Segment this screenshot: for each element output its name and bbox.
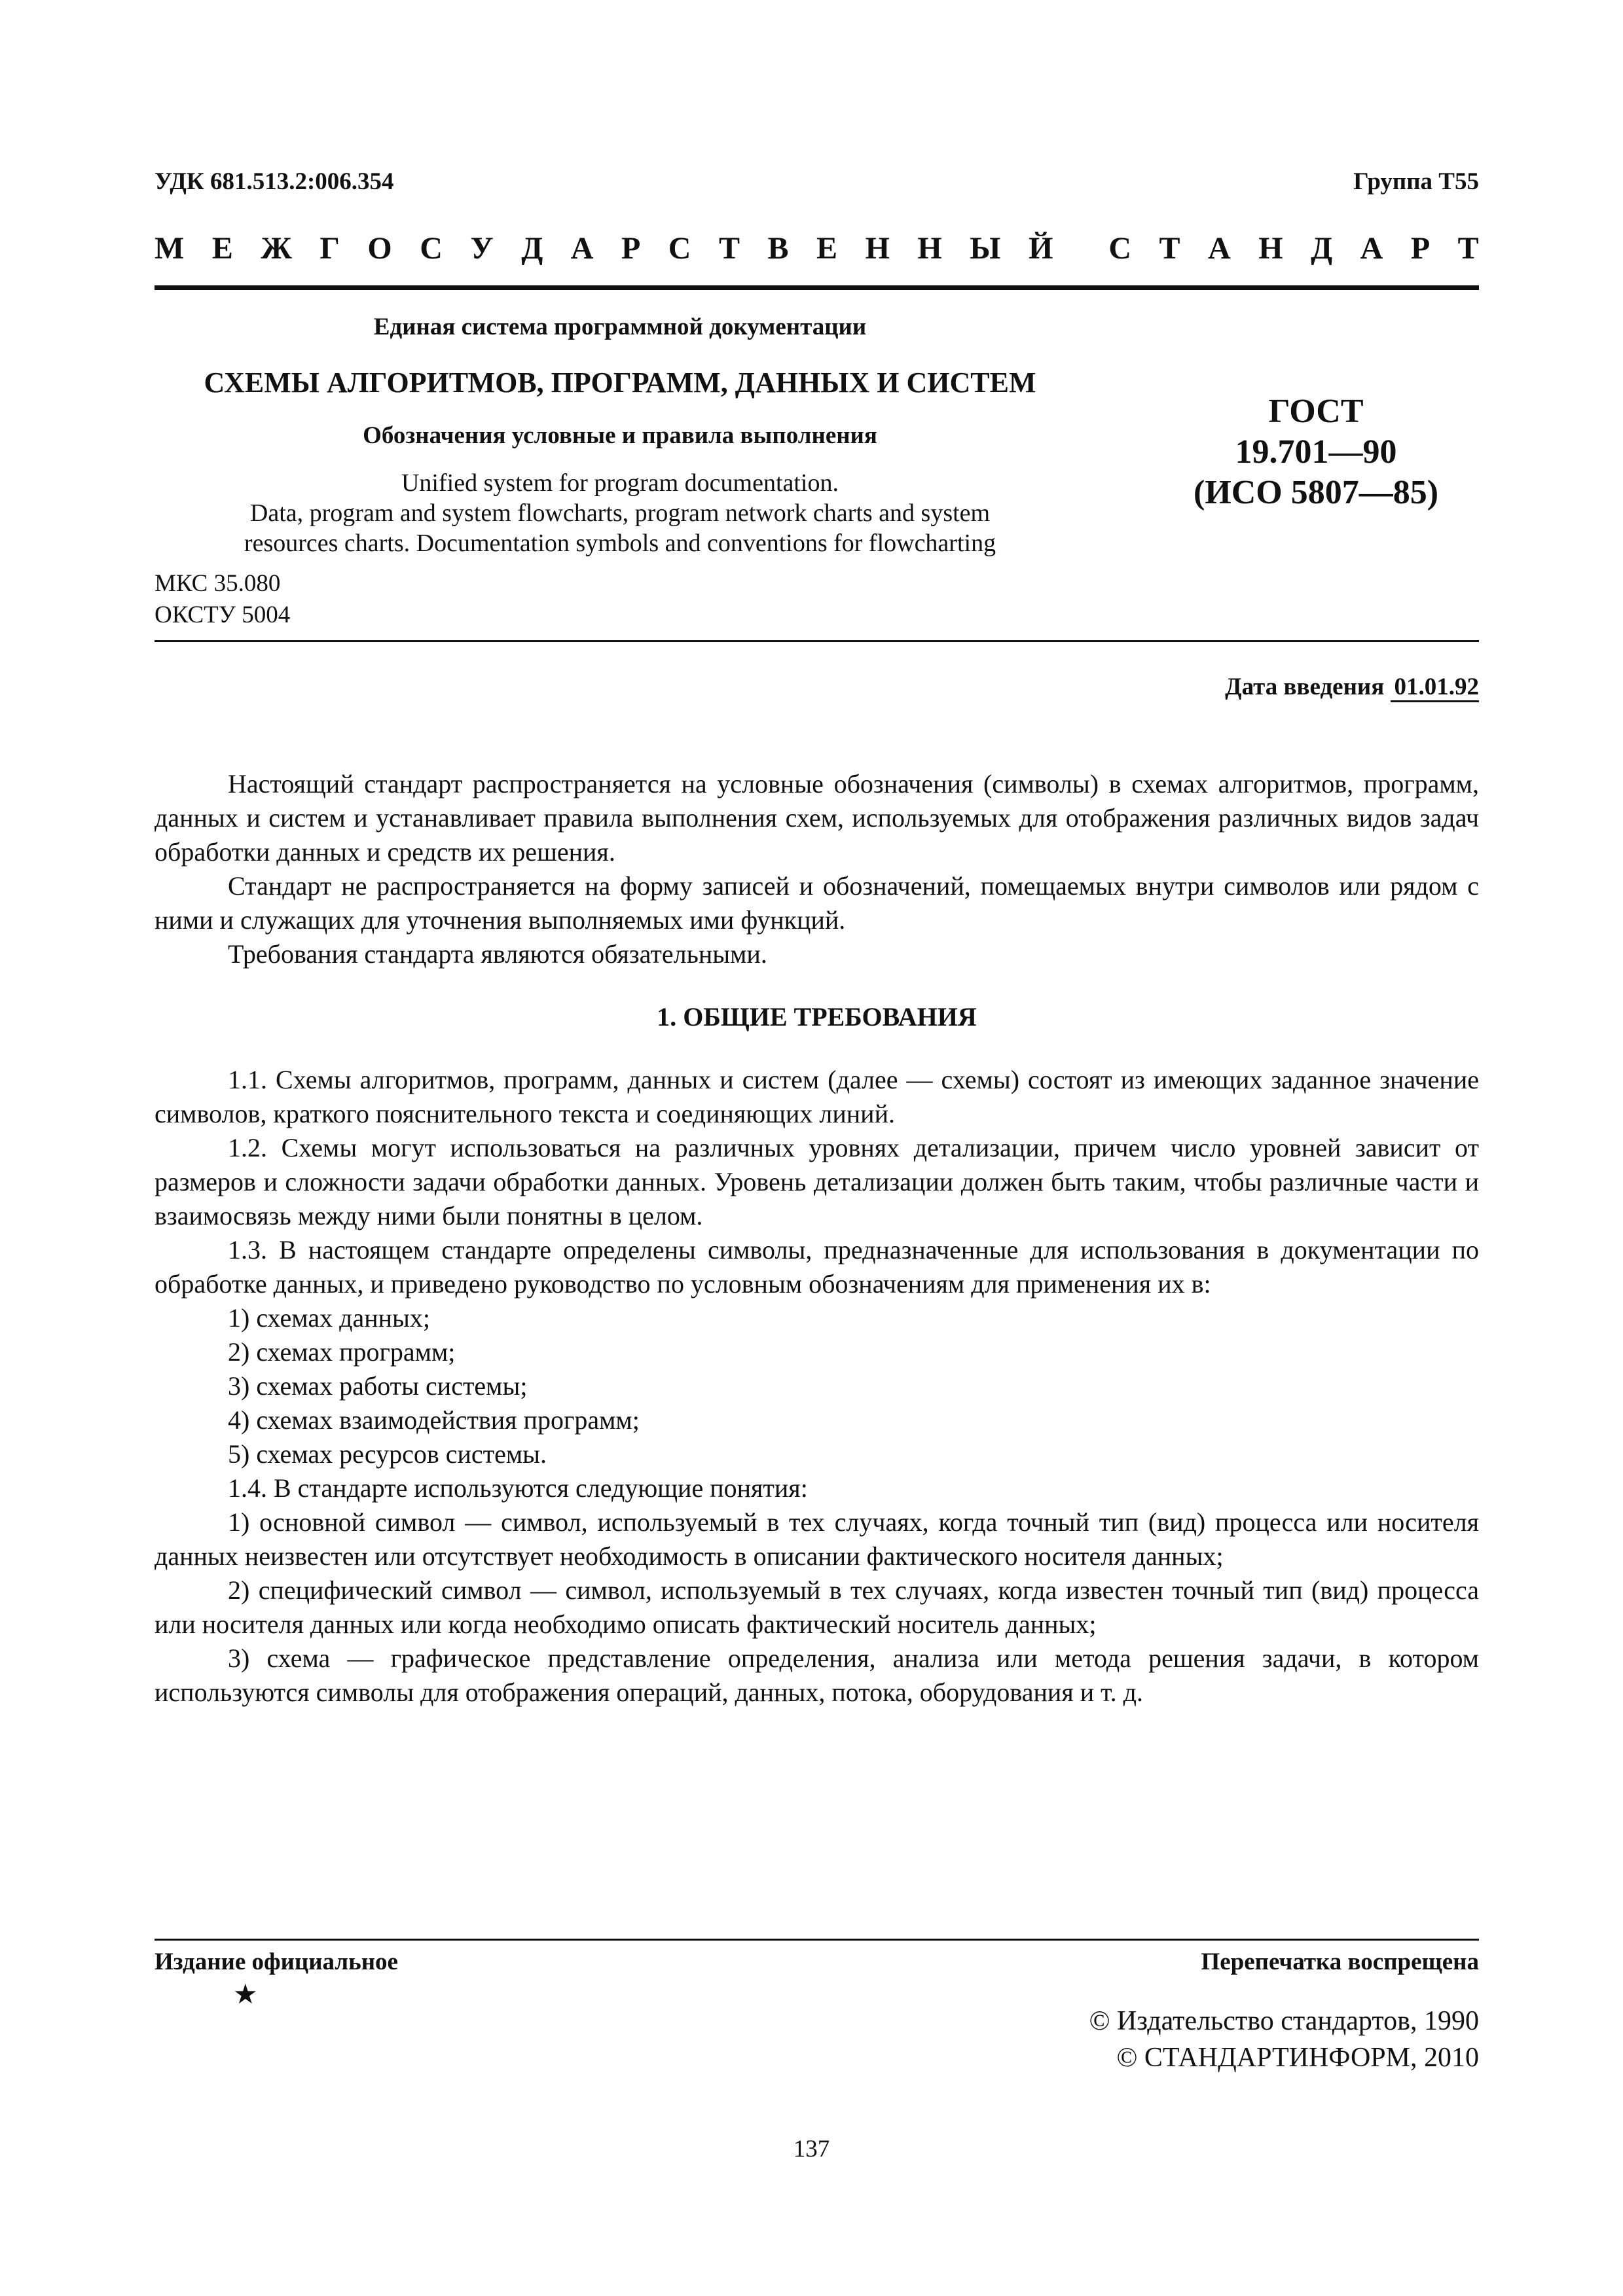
intro-paragraph-3: Требования стандарта являются обязательными. bbox=[228, 939, 767, 969]
banner-letter: С bbox=[668, 231, 691, 266]
english-title-line-1: Unified system for program documentation. bbox=[401, 469, 839, 497]
footer-rule bbox=[155, 1939, 1479, 1941]
list-item: 2) схемах программ; bbox=[228, 1337, 456, 1367]
section-heading: 1. ОБЩИЕ ТРЕБОВАНИЯ bbox=[657, 1002, 977, 1031]
title-block bbox=[155, 308, 1085, 558]
banner-letter: О bbox=[367, 231, 392, 266]
gost-label: ГОСТ bbox=[1268, 393, 1364, 430]
definition-1: 1) основной символ — символ, используемый в тех случаях, когда точный тип (вид) процесса или носителя данных неизвестен или отсутствует необходимость в описании фактического носителя данных; bbox=[155, 1507, 1479, 1571]
intro-paragraph-2: Стандарт не распространяется на форму записей и обозначений, помещаемых внутри символов или рядом с ними и служащих для уточнения выполняемых ими функций. bbox=[155, 871, 1479, 935]
banner-letter: А bbox=[1208, 231, 1231, 266]
english-title-line-2: Data, program and system flowcharts, program network charts and system bbox=[249, 499, 991, 527]
page-number: 137 bbox=[793, 2136, 830, 2162]
banner-letter: Н bbox=[865, 231, 890, 266]
banner-letter: Н bbox=[1258, 231, 1283, 266]
gost-designation bbox=[1152, 391, 1480, 513]
copyright-line-2: © СТАНДАРТИНФОРМ, 2010 bbox=[1116, 2043, 1479, 2073]
banner-letter: Й bbox=[1028, 231, 1053, 266]
effective-date bbox=[1225, 673, 1479, 701]
classification-codes bbox=[155, 568, 290, 631]
banner-letter: Т bbox=[1457, 231, 1479, 266]
list-item: 1) схемах данных; bbox=[228, 1303, 431, 1333]
banner-letter: А bbox=[570, 231, 594, 266]
banner-letter: Р bbox=[621, 231, 641, 266]
banner-letter: С bbox=[420, 231, 443, 266]
banner-letter: Н bbox=[917, 231, 942, 266]
clause-1-2: 1.2. Схемы могут использоваться на различных уровнях детализации, причем число уровней зависит от размеров и сложности задачи обработки данных. Уровень детализации должен быть таким, чтобы различные части и взаимосвязь между ними были понятны в целом. bbox=[155, 1133, 1479, 1230]
series-title: Единая система программной документации bbox=[373, 314, 867, 340]
banner-letter: Р bbox=[1410, 231, 1431, 266]
definition-3: 3) схема — графическое представление определения, анализа или метода решения задачи, в котором используются символы для отображения операций, данных, потока, оборудования и т. д. bbox=[155, 1643, 1479, 1707]
english-title bbox=[155, 468, 1085, 558]
copyright-block bbox=[1089, 2003, 1479, 2076]
banner-letter: Д bbox=[521, 231, 543, 266]
clause-1-4: 1.4. В стандарте используются следующие понятия: bbox=[228, 1473, 808, 1503]
gost-number: 19.701—90 bbox=[1235, 433, 1397, 471]
banner-letter: А bbox=[1360, 231, 1383, 266]
banner-letter: Д bbox=[1311, 231, 1333, 266]
title-rule bbox=[155, 640, 1479, 642]
reprint-prohibited-note: Перепечатка воспрещена bbox=[1201, 1948, 1479, 1975]
intro-paragraph-1: Настоящий стандарт распространяется на условные обозначения (символы) в схемах алгоритмов, программ, данных и систем и устанавливает правила выполнения схем, используемых для отображения различных видов задач обработки данных и средств их решения. bbox=[155, 769, 1479, 867]
banner-letter: Ж bbox=[261, 231, 292, 266]
document-subtitle: Обозначения условные и правила выполнения bbox=[363, 422, 877, 449]
mks-code: МКС 35.080 bbox=[155, 570, 281, 597]
document-title: СХЕМЫ АЛГОРИТМОВ, ПРОГРАММ, ДАННЫХ И СИСТЕМ bbox=[204, 367, 1036, 399]
effective-date-label: Дата введения bbox=[1225, 673, 1385, 700]
banner-letter: Т bbox=[1159, 231, 1180, 266]
list-item: 3) схемах работы системы; bbox=[228, 1371, 528, 1401]
list-item: 4) схемах взаимодействия программ; bbox=[228, 1405, 640, 1435]
banner-letter: Е bbox=[211, 231, 233, 266]
iso-number: (ИСО 5807—85) bbox=[1193, 474, 1439, 511]
banner-letter: Г bbox=[319, 231, 340, 266]
okstu-code: ОКСТУ 5004 bbox=[155, 601, 291, 628]
official-edition-note: Издание официальное bbox=[155, 1948, 398, 1975]
banner-letter: У bbox=[470, 231, 494, 266]
star-icon: ★ bbox=[233, 1980, 258, 2010]
interstate-standard-banner bbox=[155, 230, 1479, 266]
group-code: Группа Т55 bbox=[1353, 168, 1479, 195]
body-text bbox=[155, 767, 1479, 1710]
effective-date-value: 01.01.92 bbox=[1391, 673, 1480, 702]
definition-2: 2) специфический символ — символ, используемый в тех случаях, когда известен точный тип (вид) процесса или носителя данных или когда необходимо описать фактический носитель данных; bbox=[155, 1575, 1479, 1639]
banner-letter: С bbox=[1108, 231, 1131, 266]
english-title-line-3: resources charts. Documentation symbols and conventions for flowcharting bbox=[244, 529, 996, 557]
banner-letter: В bbox=[767, 231, 789, 266]
banner-letter: Е bbox=[816, 231, 838, 266]
header-rule bbox=[155, 285, 1479, 290]
banner-letter: Ы bbox=[970, 231, 1001, 266]
banner-letter: М bbox=[155, 231, 185, 266]
copyright-line-1: © Издательство стандартов, 1990 bbox=[1089, 2006, 1479, 2036]
clause-1-1: 1.1. Схемы алгоритмов, программ, данных и систем (далее — схемы) состоят из имеющих заданное значение символов, краткого пояснительного текста и соединяющих линий. bbox=[155, 1065, 1479, 1128]
list-item: 5) схемах ресурсов системы. bbox=[228, 1439, 547, 1469]
banner-letter: Т bbox=[718, 231, 740, 266]
udk-code: УДК 681.513.2:006.354 bbox=[155, 168, 394, 195]
clause-1-3: 1.3. В настоящем стандарте определены символы, предназначенные для использования в документации по обработке данных, и приведено руководство по условным обозначениям для применения их в: bbox=[155, 1235, 1479, 1299]
